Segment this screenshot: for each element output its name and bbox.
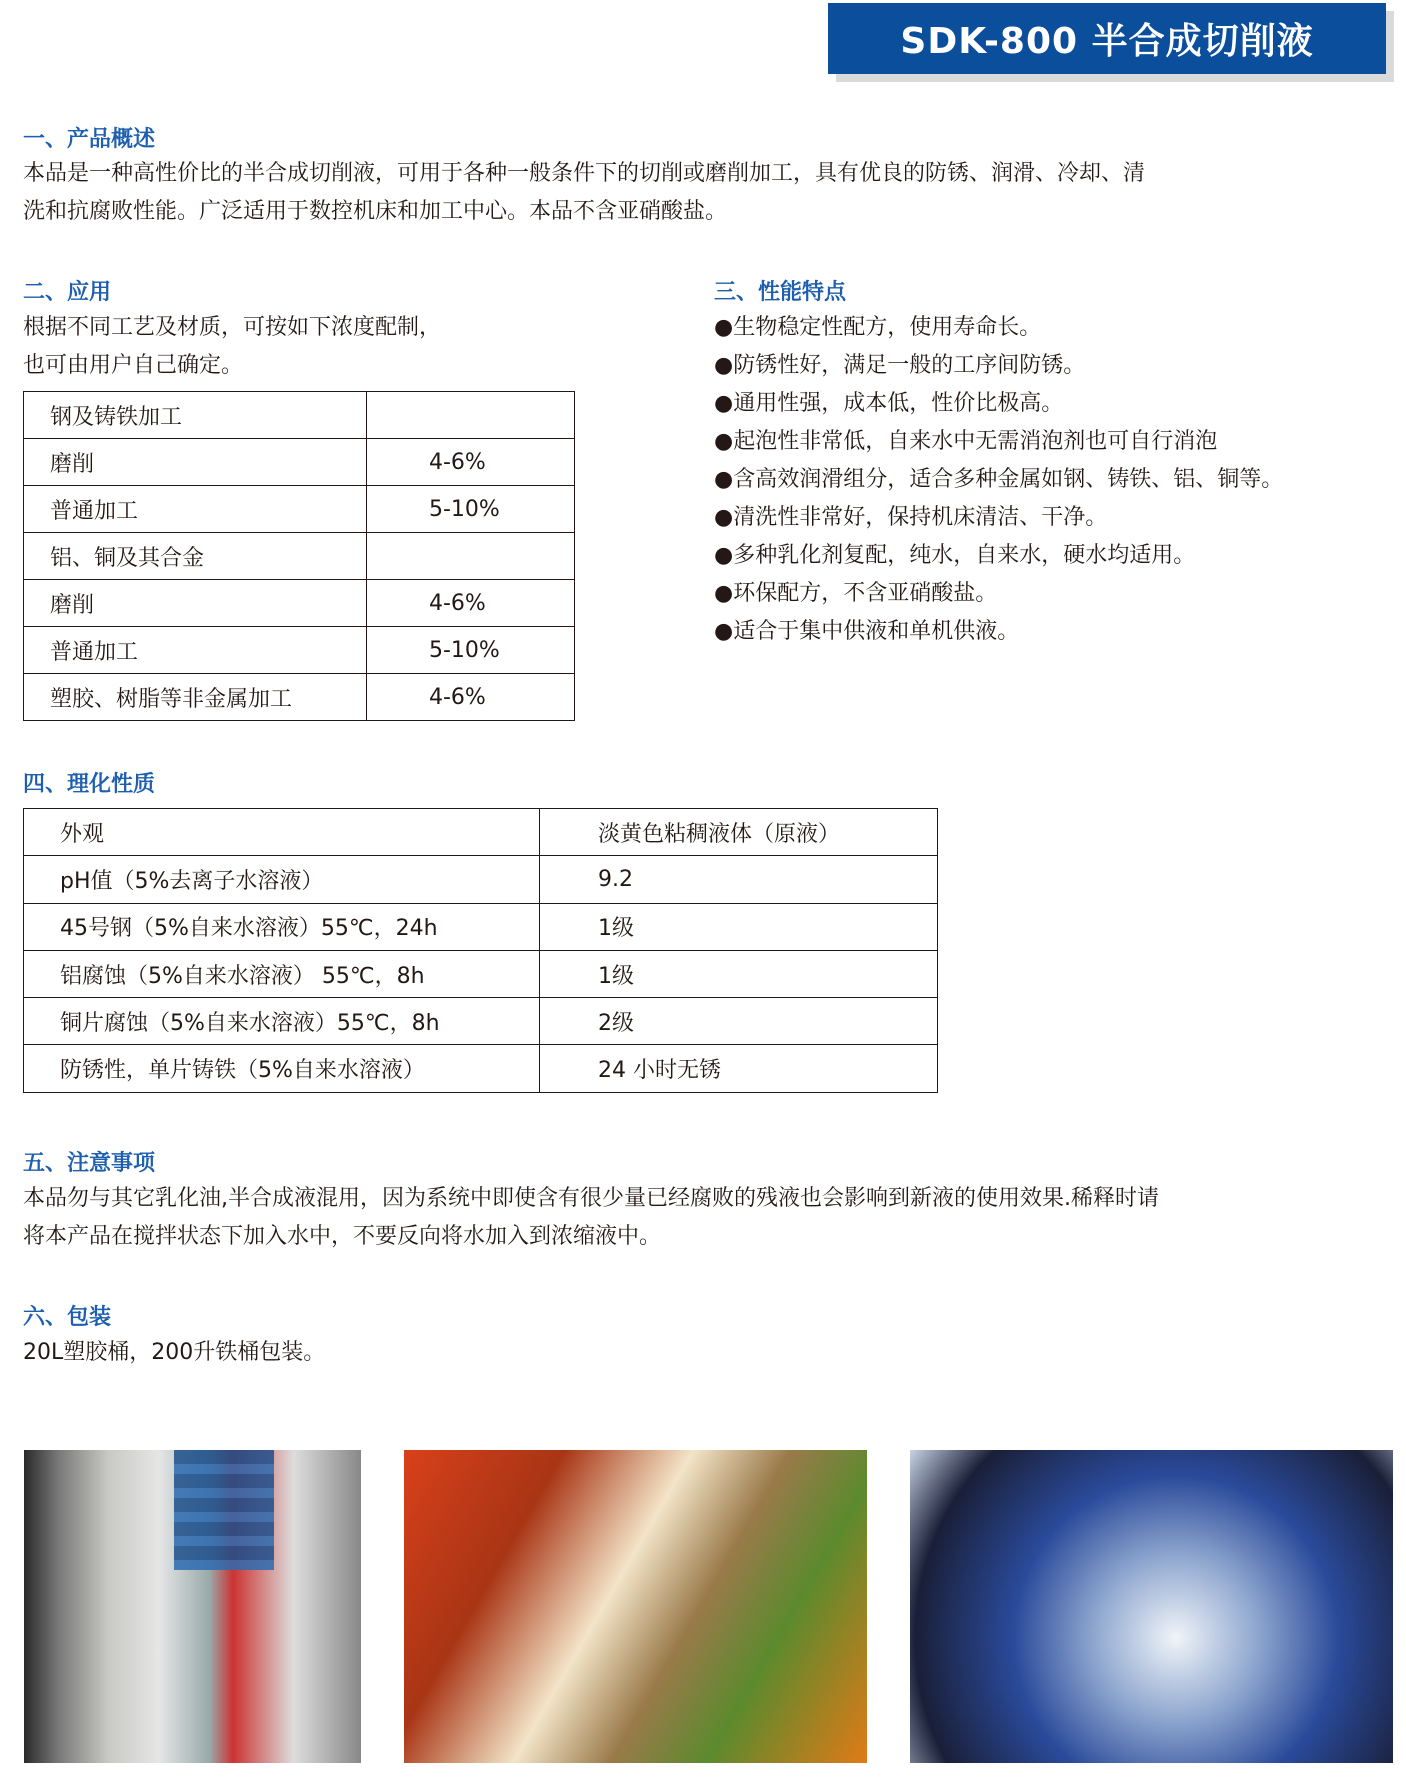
machining-photo — [404, 1450, 867, 1763]
concentration-cell — [367, 392, 575, 439]
section-application-heading: 二、应用 — [23, 280, 112, 305]
feature-item: ●含高效润滑组分，适合多种金属如钢、铸铁、铝、铜等。 — [714, 467, 1284, 492]
section-overview-heading: 一、产品概述 — [23, 127, 156, 152]
application-text — [23, 309, 441, 385]
section-features-heading: 三、性能特点 — [714, 280, 847, 305]
feature-item: ●适合于集中供液和单机供液。 — [714, 619, 1020, 644]
coolant-nozzles — [174, 1450, 274, 1570]
process-cell: 普通加工 — [24, 486, 367, 533]
overview-text — [23, 155, 1403, 231]
concentration-cell: 4-6% — [367, 439, 575, 486]
process-cell: 磨削 — [24, 580, 367, 627]
property-value: 1级 — [540, 903, 938, 950]
feature-item: ●生物稳定性配方，使用寿命长。 — [714, 315, 1042, 340]
concentration-cell: 4-6% — [367, 580, 575, 627]
process-cell: 塑胶、树脂等非金属加工 — [24, 674, 367, 721]
packaging-text: 20L塑胶桶，200升铁桶包装。 — [23, 1340, 326, 1365]
grinding-photo — [24, 1450, 361, 1763]
application-line: 也可由用户自己确定。 — [23, 353, 244, 378]
process-cell: 钢及铸铁加工 — [24, 392, 367, 439]
notes-text — [23, 1180, 1403, 1256]
property-value: 1级 — [540, 950, 938, 997]
property-name: 防锈性，单片铸铁（5%自来水溶液） — [24, 1045, 540, 1092]
overview-line: 洗和抗腐败性能。广泛适用于数控机床和加工中心。本品不含亚硝酸盐。 — [23, 199, 728, 224]
concentration-cell: 5-10% — [367, 486, 575, 533]
table-row — [24, 856, 938, 903]
concentration-table — [23, 391, 575, 721]
concentration-cell — [367, 533, 575, 580]
table-row — [24, 392, 575, 439]
properties-table — [23, 808, 938, 1093]
table-row — [24, 439, 575, 486]
turning-photo — [910, 1450, 1393, 1763]
property-name: 45号钢（5%自来水溶液）55℃，24h — [24, 903, 540, 950]
feature-item: ●清洗性非常好，保持机床清洁、干净。 — [714, 505, 1108, 530]
property-value: 24 小时无锈 — [540, 1045, 938, 1092]
product-title: SDK-800 半合成切削液 — [828, 3, 1386, 74]
table-row — [24, 627, 575, 674]
feature-item: ●通用性强，成本低，性价比极高。 — [714, 391, 1064, 416]
section-notes-heading: 五、注意事项 — [23, 1151, 156, 1176]
notes-line: 将本产品在搅拌状态下加入水中，不要反向将水加入到浓缩液中。 — [23, 1224, 662, 1249]
application-line: 根据不同工艺及材质，可按如下浓度配制， — [23, 315, 442, 340]
table-row — [24, 950, 938, 997]
property-name: 铝腐蚀（5%自来水溶液） 55℃，8h — [24, 950, 540, 997]
feature-item: ●环保配方，不含亚硝酸盐。 — [714, 581, 998, 606]
concentration-cell: 5-10% — [367, 627, 575, 674]
feature-item: ●防锈性好，满足一般的工序间防锈。 — [714, 353, 1086, 378]
property-value: 2级 — [540, 998, 938, 1045]
table-row — [24, 903, 938, 950]
overview-line: 本品是一种高性价比的半合成切削液，可用于各种一般条件下的切削或磨削加工，具有优良的防锈、润滑、冷却、清 — [23, 161, 1146, 186]
property-value: 9.2 — [540, 856, 938, 903]
feature-item: ●起泡性非常低，自来水中无需消泡剂也可自行消泡 — [714, 429, 1218, 454]
table-row — [24, 998, 938, 1045]
feature-item: ●多种乳化剂复配，纯水，自来水，硬水均适用。 — [714, 543, 1196, 568]
notes-line: 本品勿与其它乳化油,半合成液混用，因为系统中即使含有很少量已经腐败的残液也会影响到新液的使用效果.稀释时请 — [23, 1186, 1159, 1211]
section-packaging-heading: 六、包装 — [23, 1305, 112, 1330]
table-row — [24, 809, 938, 856]
table-row — [24, 674, 575, 721]
property-name: 外观 — [24, 809, 540, 856]
section-properties-heading: 四、理化性质 — [23, 772, 156, 797]
process-cell: 磨削 — [24, 439, 367, 486]
process-cell: 普通加工 — [24, 627, 367, 674]
property-name: 铜片腐蚀（5%自来水溶液）55℃，8h — [24, 998, 540, 1045]
table-row — [24, 580, 575, 627]
property-name: pH值（5%去离子水溶液） — [24, 856, 540, 903]
table-row — [24, 486, 575, 533]
concentration-cell: 4-6% — [367, 674, 575, 721]
property-value: 淡黄色粘稠液体（原液） — [540, 809, 938, 856]
table-row — [24, 1045, 938, 1092]
table-row — [24, 533, 575, 580]
features-list — [714, 309, 1283, 651]
process-cell: 铝、铜及其合金 — [24, 533, 367, 580]
